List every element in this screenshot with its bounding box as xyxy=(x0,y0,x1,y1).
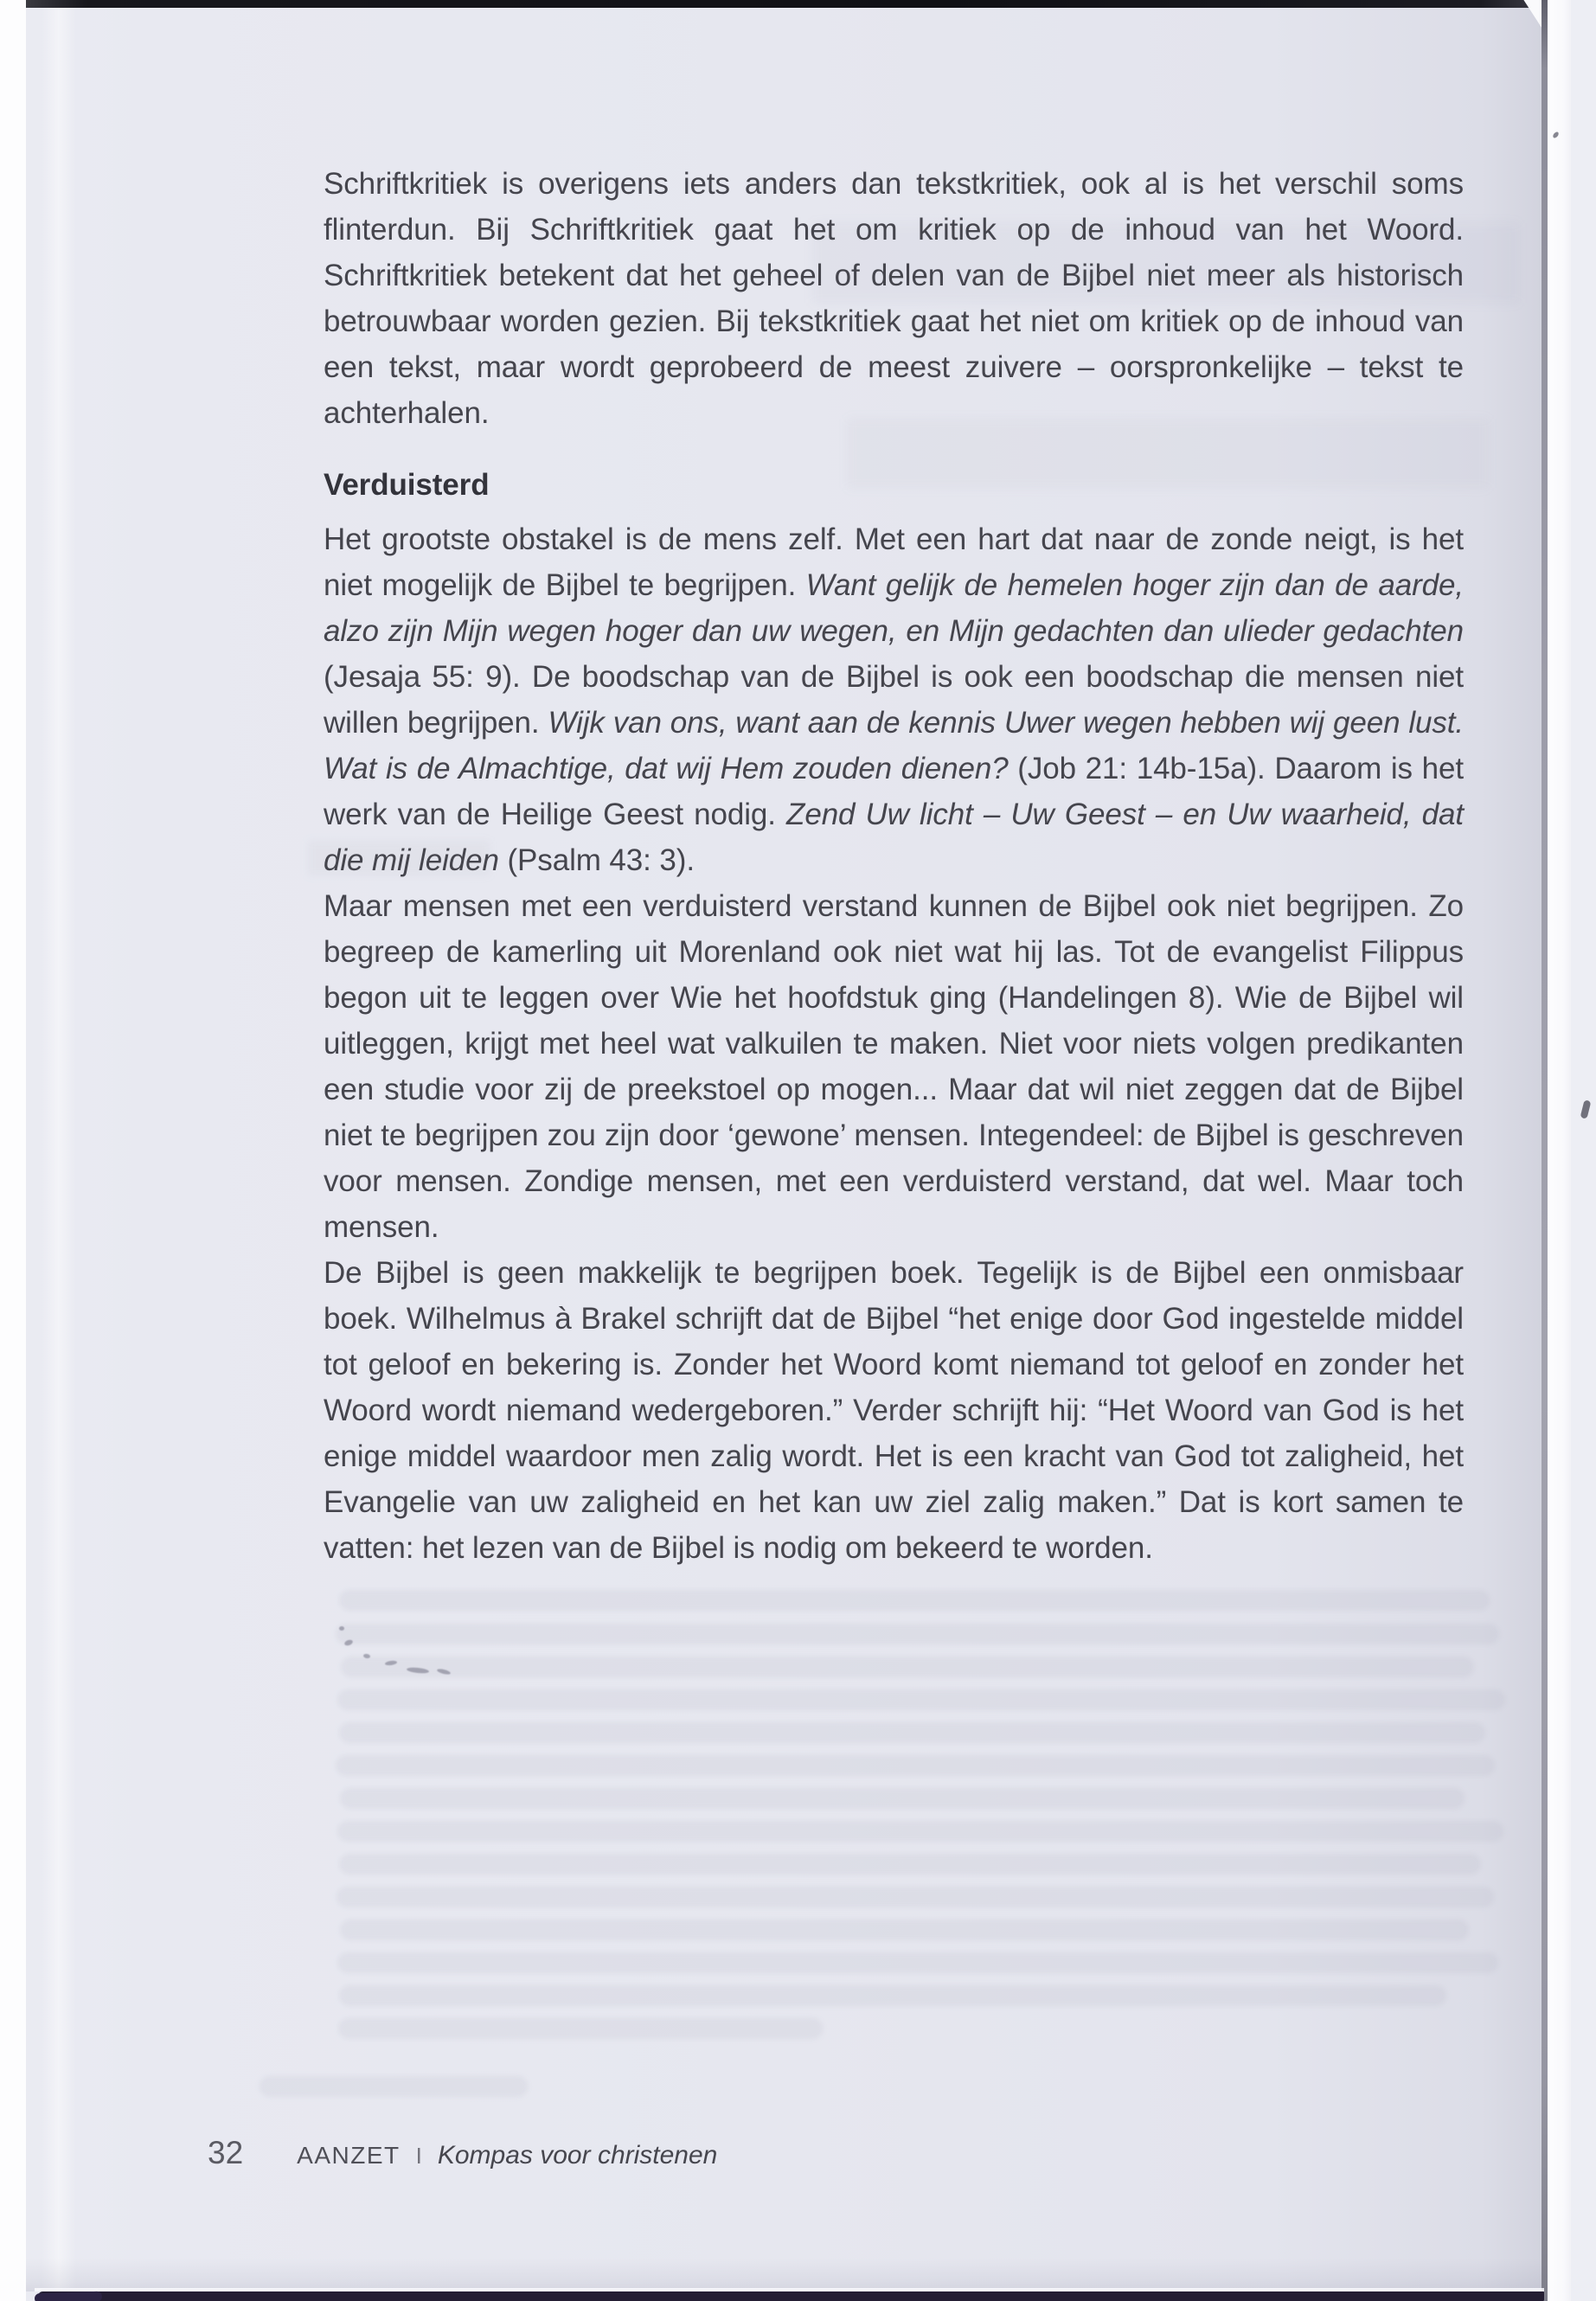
scan-bottom-bar xyxy=(38,2291,1544,2301)
page-footer xyxy=(208,2135,717,2171)
para-verduisterd-verstand: Maar mensen met een verduisterd verstand kunnen de Bijbel ook niet begrijpen. Zo begreep de kamerling uit Morenland ook niet wat hij las. Tot de evangelist Filippus begon uit te leggen over Wie het hoofdstuk ging (Handelingen 8). Wie de Bijbel wil uitleggen, krijgt met heel wat valkuilen te maken. Niet voor niets volgen predikanten een studie voor zij de preekstoel op mogen... Maar dat wil niet zeggen dat de Bijbel niet te begrijpen zou zijn door ‘gewone’ mensen. Integendeel: de Bijbel is geschreven voor mensen. Zondige mensen, met een verduisterd verstand, dat wel. Maar toch mensen. xyxy=(324,889,1464,1244)
show-through-line xyxy=(336,1755,1495,1776)
scanner-margin-right xyxy=(1571,0,1596,2301)
show-through-line xyxy=(336,1624,1499,1644)
pencil-smudge xyxy=(339,1626,344,1631)
page-gutter-highlight xyxy=(42,0,76,2301)
page-edge-shadow xyxy=(1542,0,1548,2301)
scan-bottom-bar-end xyxy=(35,2291,102,2301)
show-through-line xyxy=(337,1952,1498,1973)
para-grootste-obstakel: Het grootste obstakel is de mens zelf. Met een hart dat naar de zonde neigt, is het niet mogelijk de Bijbel te begrijpen. Want gelijk de hemelen hoger zijn dan de aarde, alzo zijn Mijn wegen hoger dan uw wegen, en Mijn gedachten dan ulieder gedachten (Jesaja 55: 9). De boodschap van de Bijbel is ook een boodschap die mensen niet willen begrijpen. Wijk van ons, want aan de kennis Uwer wegen hebben wij geen lust. Wat is de Almachtige, dat wij Hem zouden dienen? (Job 21: 14b-15a). Daarom is het werk van de Heilige Geest nodig. Zend Uw licht – Uw Geest – en Uw waarheid, dat die mij leiden (Psalm 43: 3). xyxy=(324,522,1465,877)
show-through-line xyxy=(340,1788,1465,1809)
show-through-line xyxy=(340,1920,1469,1940)
imprint-title: AANZET xyxy=(297,2142,401,2169)
footer-separator: I xyxy=(415,2143,422,2169)
scan-top-bar xyxy=(26,0,1542,8)
show-through-line xyxy=(339,1590,1490,1611)
show-through-line xyxy=(337,1689,1505,1710)
body-text xyxy=(324,161,1464,1571)
show-through-line xyxy=(260,2076,528,2097)
page-number: 32 xyxy=(208,2135,244,2170)
show-through-line xyxy=(338,2018,823,2039)
show-through-line xyxy=(337,1887,1494,1907)
page-bottom-shadow xyxy=(26,2258,1542,2291)
page-edge-highlight xyxy=(1548,0,1571,2301)
series-title: Kompas voor christenen xyxy=(437,2141,718,2170)
para-onmisbaar-boek: De Bijbel is geen makkelijk te begrijpen boek. Tegelijk is de Bijbel een onmisbaar boek. Wilhelmus à Brakel schrijft dat de Bijbel “het enige door God ingestelde middel tot geloof en bekering is. Zonder het Woord komt niemand tot geloof en zonder het Woord wordt niemand wedergeboren.” Verder schrijft hij: “Het Woord van God is het enige middel waardoor men zalig wordt. Het is een kracht van God tot zaligheid, het Evangelie van uw zaligheid en het kan uw ziel zalig maken.” Dat is kort samen te vatten: het lezen van de Bijbel is nodig om bekeerd te worden. xyxy=(324,1256,1464,1565)
section-heading-verduisterd: Verduisterd xyxy=(324,468,490,502)
para-schriftkritiek: Schriftkritiek is overigens iets anders dan tekstkritiek, ook al is het verschil soms flinterdun. Bij Schriftkritiek gaat het om kritiek op de inhoud van het Woord. Schriftkritiek betekent dat het geheel of delen van de Bijbel niet meer als historisch betrouwbaar worden gezien. Bij tekstkritiek gaat het niet om kritiek op de inhoud van een tekst, maar wordt geprobeerd de meest zuivere – oorspronkelijke – tekst te achterhalen. xyxy=(324,167,1464,430)
show-through-line xyxy=(339,1985,1446,2006)
scanner-margin-left xyxy=(0,0,26,2301)
show-through-line xyxy=(337,1821,1503,1842)
show-through-line xyxy=(341,1657,1474,1677)
show-through-line xyxy=(339,1854,1481,1875)
show-through-line xyxy=(339,1722,1485,1743)
